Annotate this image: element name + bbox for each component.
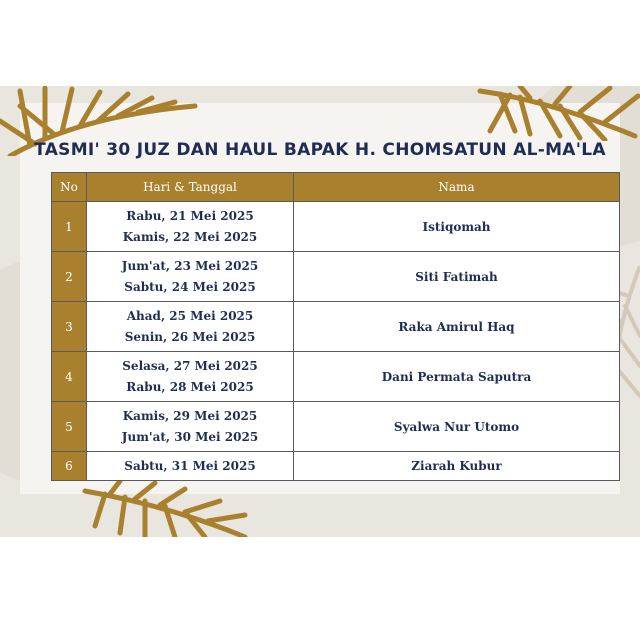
- row-dates: [87, 352, 294, 402]
- row-number: 5: [52, 402, 87, 452]
- row-number: 1: [52, 202, 87, 252]
- schedule-table: [51, 172, 620, 481]
- table-row: [52, 302, 620, 352]
- row-name: Syalwa Nur Utomo: [294, 402, 620, 452]
- table-row: [52, 202, 620, 252]
- table-row: [52, 402, 620, 452]
- row-number: 3: [52, 302, 87, 352]
- header-no: No: [52, 173, 87, 202]
- date-text: Selasa, 27 Mei 2025: [122, 358, 258, 373]
- date-text: Kamis, 22 Mei 2025: [122, 229, 258, 244]
- row-dates: [87, 302, 294, 352]
- palm-leaf-icon: [80, 481, 250, 537]
- page-title: TASMI' 30 JUZ DAN HAUL BAPAK H. CHOMSATUN AL-MA'LA: [34, 140, 606, 160]
- date-text: Rabu, 28 Mei 2025: [126, 379, 254, 394]
- table-row: [52, 452, 620, 481]
- date-text: Rabu, 21 Mei 2025: [126, 208, 254, 223]
- row-number: 6: [52, 452, 87, 481]
- header-date: Hari & Tanggal: [87, 173, 294, 202]
- date-text: Sabtu, 24 Mei 2025: [124, 279, 256, 294]
- row-dates: [87, 402, 294, 452]
- date-text: Jum'at, 23 Mei 2025: [121, 258, 259, 273]
- table-header-row: [52, 173, 620, 202]
- row-name: Siti Fatimah: [294, 252, 620, 302]
- row-name: Raka Amirul Haq: [294, 302, 620, 352]
- header-name: Nama: [294, 173, 620, 202]
- row-dates: [87, 452, 294, 481]
- date-text: Sabtu, 31 Mei 2025: [124, 458, 256, 473]
- row-name: Ziarah Kubur: [294, 452, 620, 481]
- row-number: 2: [52, 252, 87, 302]
- row-name: Istiqomah: [294, 202, 620, 252]
- date-text: Kamis, 29 Mei 2025: [122, 408, 258, 423]
- date-text: Jum'at, 30 Mei 2025: [121, 429, 259, 444]
- row-number: 4: [52, 352, 87, 402]
- row-name: Dani Permata Saputra: [294, 352, 620, 402]
- table-row: [52, 252, 620, 302]
- date-text: Ahad, 25 Mei 2025: [126, 308, 254, 323]
- palm-leaf-icon: [460, 86, 640, 141]
- table-row: [52, 352, 620, 402]
- row-dates: [87, 252, 294, 302]
- date-text: Senin, 26 Mei 2025: [124, 329, 256, 344]
- row-dates: [87, 202, 294, 252]
